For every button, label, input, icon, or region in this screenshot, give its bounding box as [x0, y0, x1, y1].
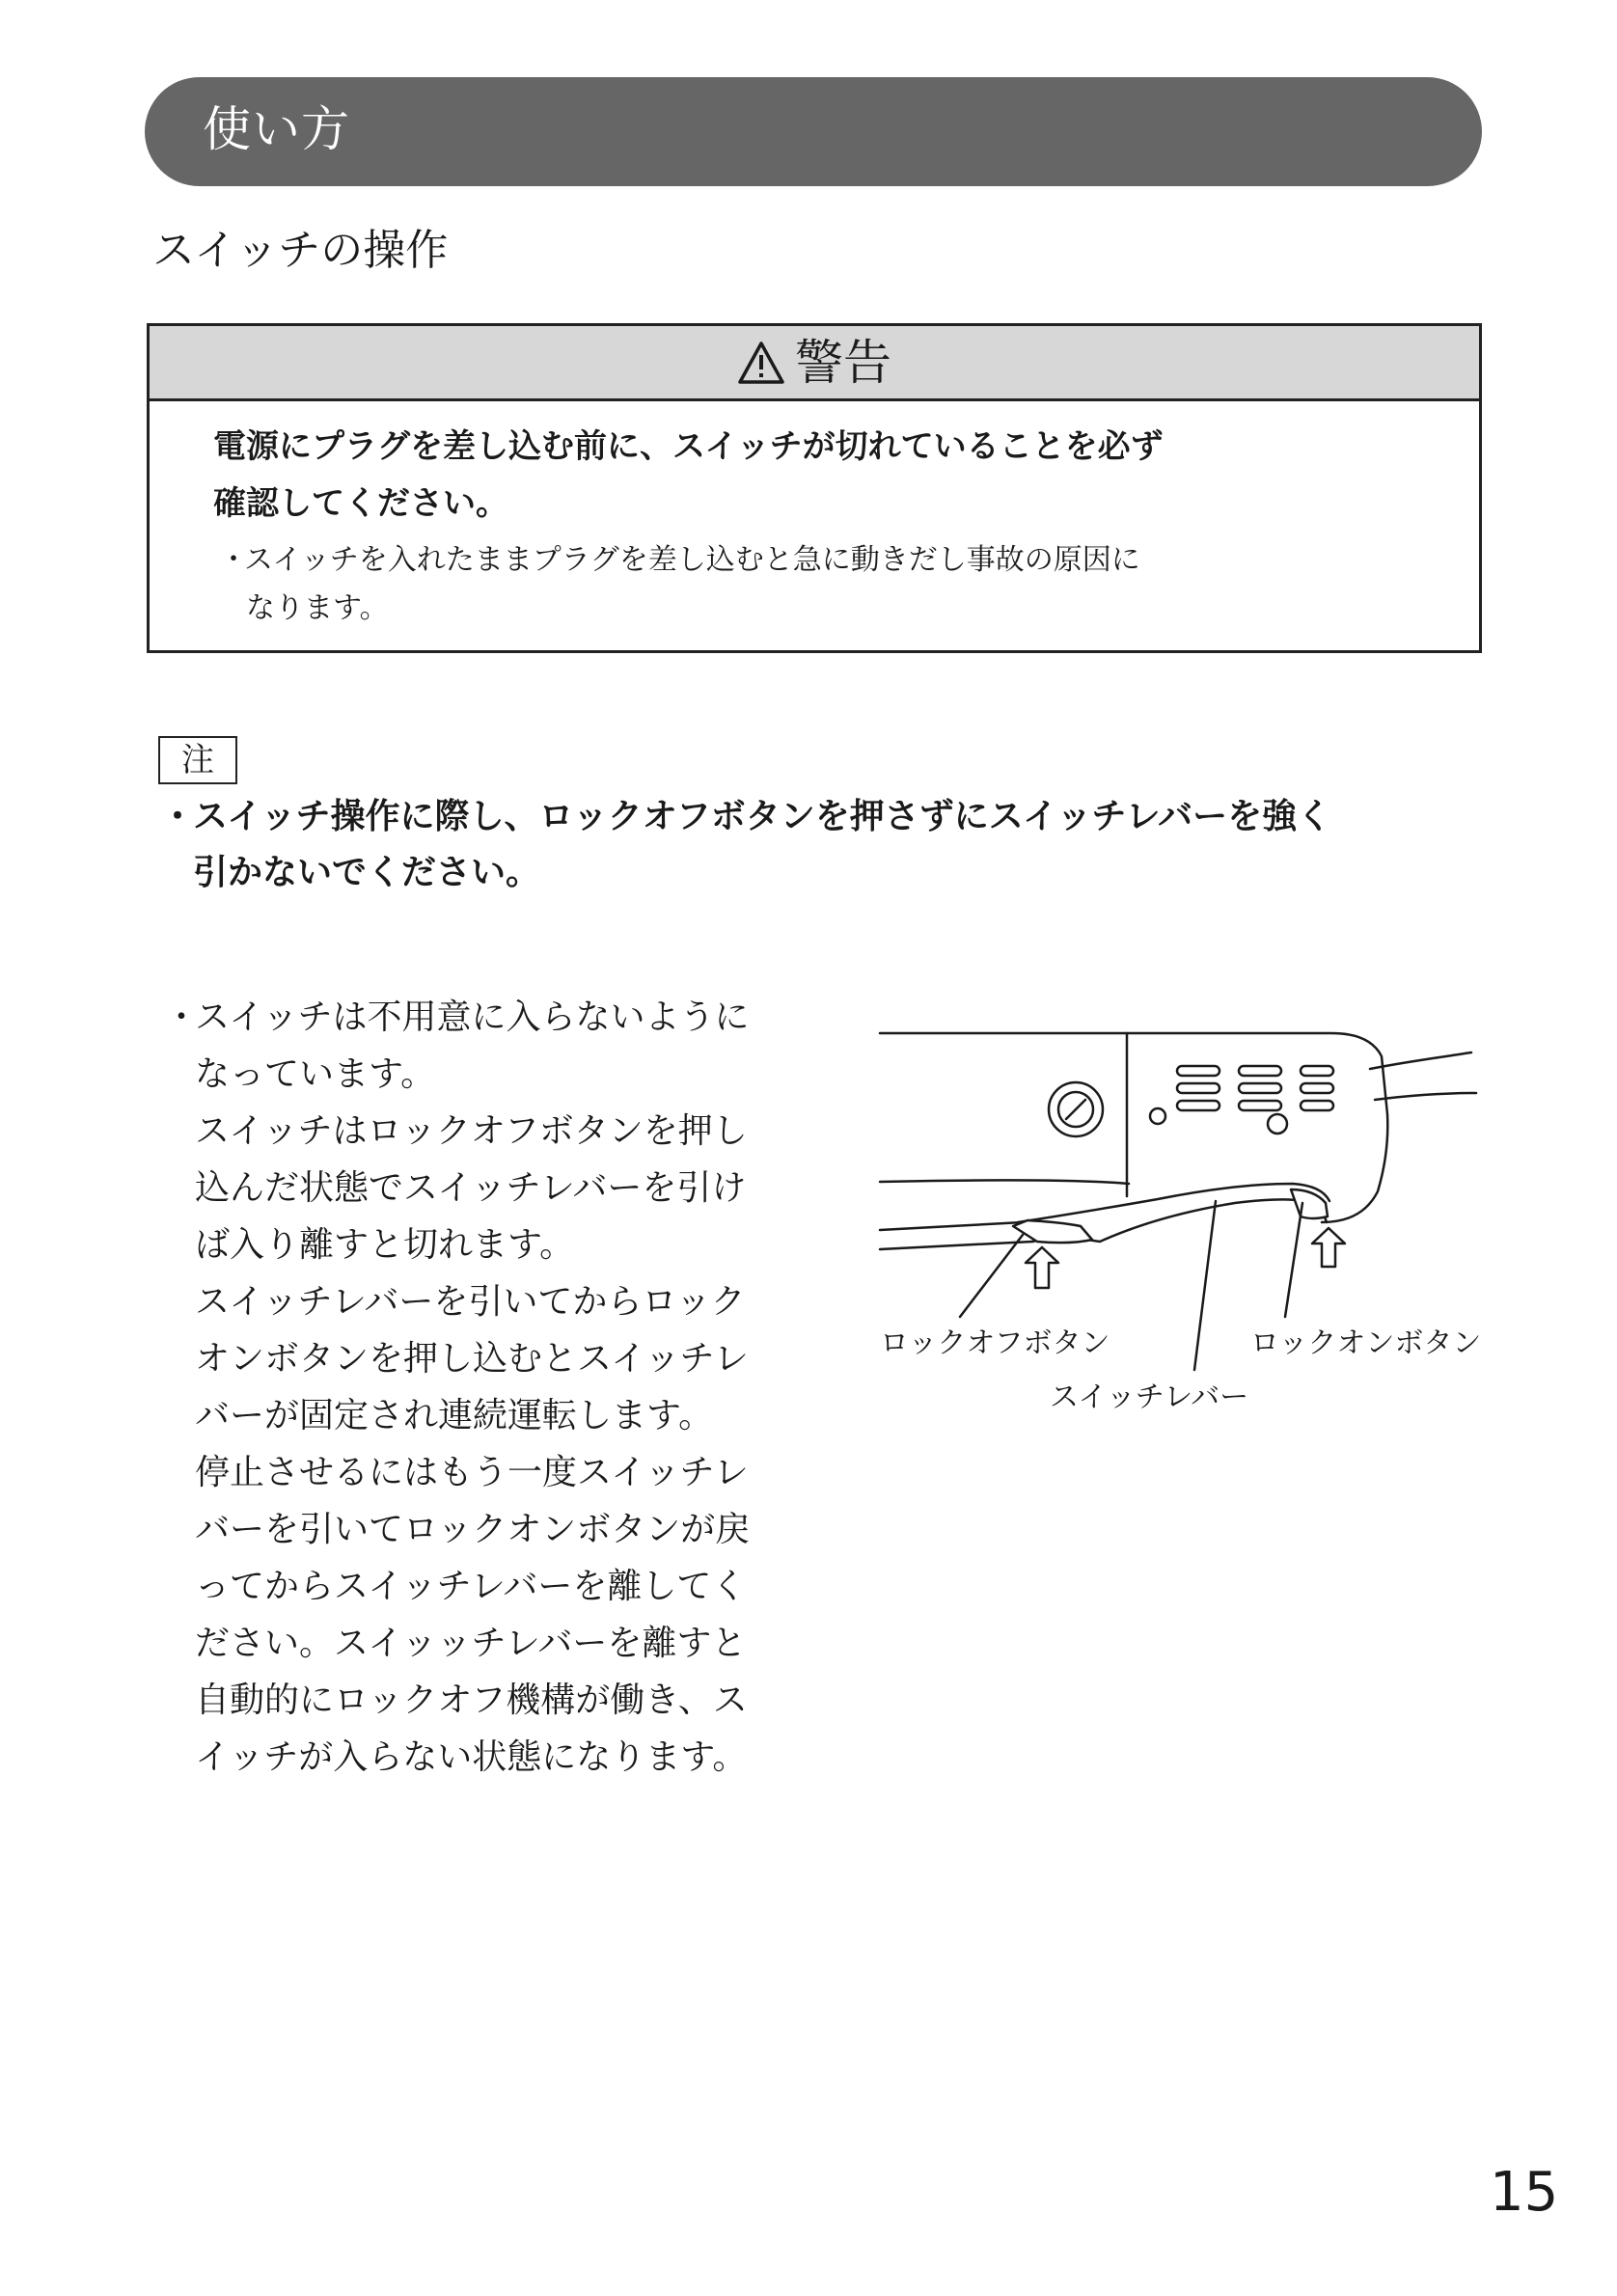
note-label: 注 — [158, 736, 237, 784]
body-line: 停止させるにはもう一度スイッチレ — [195, 1453, 749, 1492]
header-bar — [145, 77, 1482, 186]
body-line: 込んだ状態でスイッチレバーを引け — [195, 1168, 747, 1208]
note-line: 引かないでください。 — [193, 853, 541, 892]
label-switch-lever: スイッチレバー — [1050, 1380, 1249, 1414]
arrow-up-icon — [1026, 1247, 1058, 1288]
switch-diagram — [868, 998, 1505, 1442]
page-number: 15 — [1490, 2161, 1559, 2224]
body-line: なっています。 — [195, 1054, 436, 1094]
warning-header — [150, 326, 1479, 401]
arrow-up-icon — [1312, 1228, 1345, 1267]
lock-off-button-shape — [1013, 1220, 1092, 1243]
note-line: スイッチ操作に際し、ロックオフボタンを押さずにスイッチレバーを強く — [193, 797, 1332, 836]
page-title: 使い方 — [203, 101, 350, 157]
body-line: ば入り離すと切れます。 — [195, 1225, 575, 1265]
bullet: ・ — [160, 797, 196, 836]
warning-box — [147, 323, 1482, 653]
label-lock-off-button: ロックオフボタン — [880, 1326, 1110, 1360]
leader-line — [1194, 1201, 1216, 1370]
label-lock-on-button: ロックオンボタン — [1250, 1326, 1482, 1360]
warning-sub-text — [219, 536, 1357, 633]
warning-main-line: 電源にプラグを差し込む前に、スイッチが切れていることを必ず — [213, 427, 1164, 466]
bullet: ・ — [219, 543, 248, 577]
body-paragraph — [164, 989, 820, 1786]
section-heading: スイッチの操作 — [152, 226, 449, 275]
body-line: スイッチレバーを引いてからロック — [195, 1282, 746, 1322]
warning-sub-line: スイッチを入れたままプラグを差し込むと急に動きだし事故の原因に — [244, 543, 1140, 577]
body-line: 自動的にロックオフ機構が働き、ス — [195, 1681, 748, 1720]
body-line: ってからスイッチレバーを離してく — [195, 1567, 747, 1606]
body-line: バーが固定され連続運転します。 — [195, 1396, 714, 1435]
body-line: ださい。スイッッチレバーを離すと — [195, 1624, 747, 1663]
warning-title: 警告 — [795, 334, 891, 391]
warning-main-text — [213, 419, 1429, 533]
body-line: バーを引いてロックオンボタンが戻 — [195, 1510, 751, 1549]
body-line: スイッチは不用意に入らないように — [195, 998, 750, 1037]
body-line: オンボタンを押し込むとスイッチレ — [195, 1339, 749, 1379]
warning-triangle-icon — [737, 341, 785, 385]
warning-sub-line: なります。 — [246, 591, 389, 625]
warning-main-line: 確認してください。 — [213, 484, 508, 523]
body-line: イッチが入らない状態になります。 — [195, 1737, 748, 1777]
note-text — [160, 789, 1482, 901]
body-line: スイッチはロックオフボタンを押し — [195, 1111, 748, 1151]
bullet: ・ — [164, 998, 200, 1037]
leader-line — [1285, 1203, 1302, 1317]
leader-line — [960, 1235, 1023, 1317]
tool-illustration — [868, 998, 1505, 1442]
